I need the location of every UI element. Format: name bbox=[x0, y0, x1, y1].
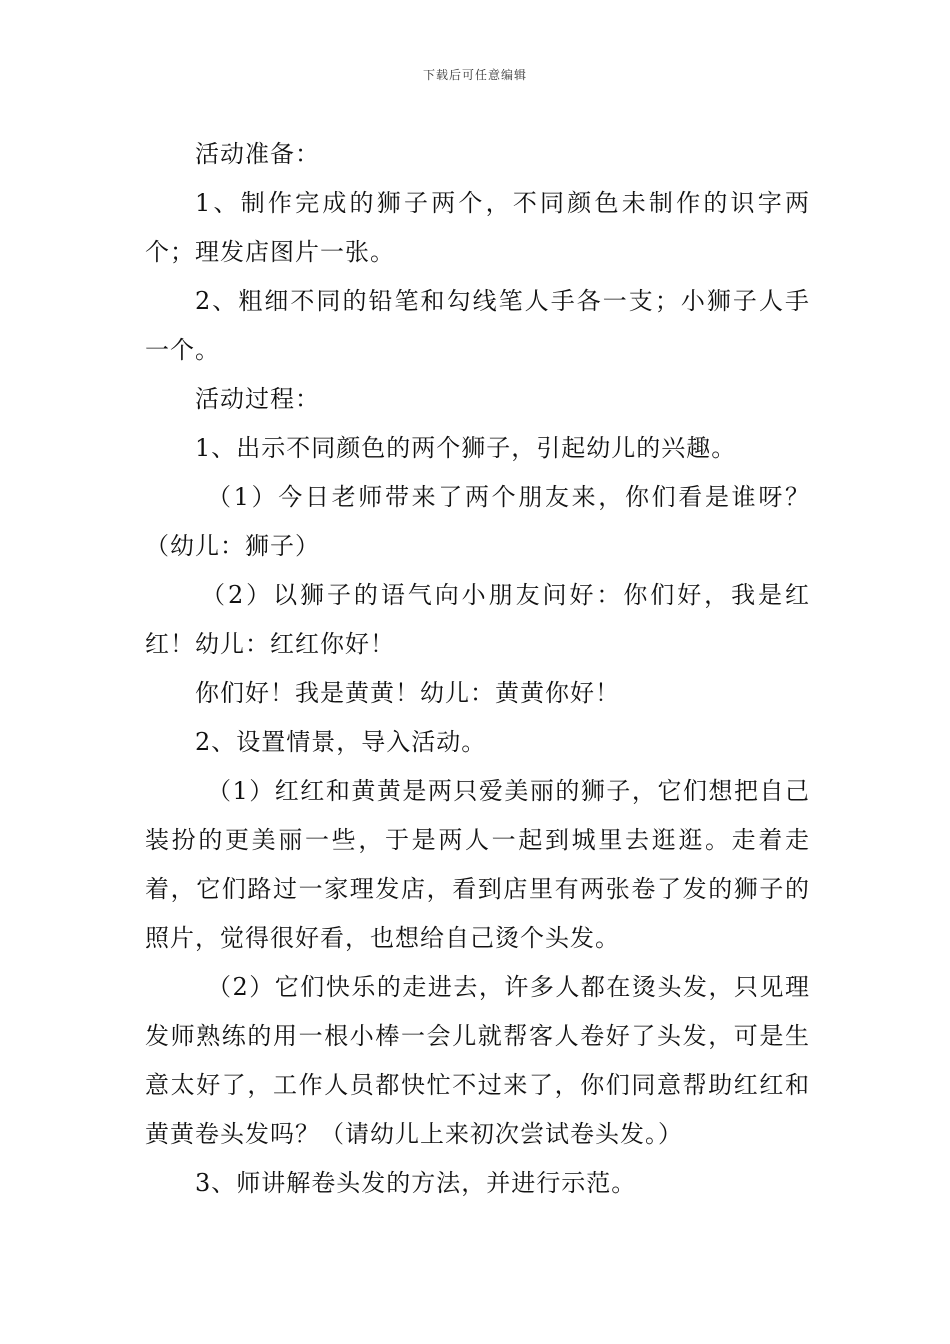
paragraph-step-3: 3、师讲解卷头发的方法，并进行示范。 bbox=[195, 1169, 637, 1197]
paragraph-step-1-sub-2: （2）以狮子的语气向小朋友问好：你们好，我是红红！幼儿：红红你好！ bbox=[145, 581, 810, 658]
heading-preparation: 活动准备： bbox=[195, 140, 320, 168]
paragraph-step-2: 2、设置情景，导入活动。 bbox=[195, 728, 487, 756]
page-header: 下载后可任意编辑 bbox=[422, 68, 527, 82]
paragraph-prep-item-2: 2、粗细不同的铅笔和勾线笔人手各一支；小狮子人手一个。 bbox=[145, 287, 810, 364]
paragraph-step-2-sub-2: （2）它们快乐的走进去，许多人都在烫头发，只见理发师熟练的用一根小棒一会儿就帮客人卷好了头发，可是生意太好了，工作人员都快忙不过来了，你们同意帮助红红和黄黄卷头发吗？（请幼儿上来初次尝试卷头发。） bbox=[145, 973, 810, 1148]
paragraph-step-1-sub-1: （1）今日老师带来了两个朋友来，你们看是谁呀？（幼儿：狮子） bbox=[145, 483, 810, 560]
paragraph-greeting: 你们好！我是黄黄！幼儿：黄黄你好！ bbox=[195, 679, 620, 707]
paragraph-step-1: 1、出示不同颜色的两个狮子，引起幼儿的兴趣。 bbox=[195, 434, 737, 462]
document-body bbox=[145, 130, 810, 1208]
heading-process: 活动过程： bbox=[195, 385, 320, 413]
paragraph-step-2-sub-1: （1）红红和黄黄是两只爱美丽的狮子，它们想把自己装扮的更美丽一些，于是两人一起到城里去逛逛。走着走着，它们路过一家理发店，看到店里有两张卷了发的狮子的照片，觉得很好看，也想给自己烫个头发。 bbox=[145, 777, 810, 952]
paragraph-prep-item-1: 1、制作完成的狮子两个，不同颜色未制作的识字两个；理发店图片一张。 bbox=[145, 189, 810, 266]
